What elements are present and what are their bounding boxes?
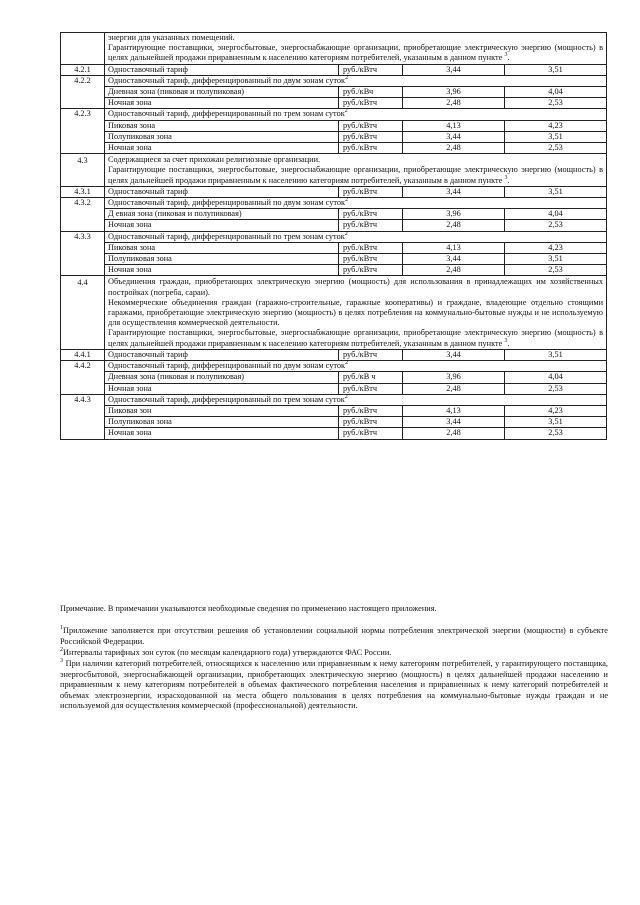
category-description — [105, 276, 607, 349]
table-row — [61, 383, 607, 394]
footnote-ref: 3 — [504, 337, 508, 344]
table-row — [61, 231, 607, 242]
tariff-label: Полупиковая зона — [105, 417, 339, 428]
description-paragraph: Некоммерческие объединения граждан (гаражно-строительные, гаражные кооперативы) и граждане, владеющие отдельно стоящими гаражами, приобретающие электрическую энергию (мощность) в целях потребления на коммунально-бытовые нужды и не используемую для осуществления коммерческой деятельности. — [108, 297, 604, 328]
row-number: 4.3.1 — [61, 186, 105, 197]
tariff-table — [60, 32, 607, 440]
table-row — [61, 372, 607, 383]
tariff-label: Ночная зона — [105, 143, 339, 154]
tariff-label: Одноставочный тариф, дифференцированный по трем зонам суток$^2$ — [105, 394, 607, 405]
unit-cell: руб./кВтч — [339, 254, 403, 265]
description-paragraph: Гарантирующие поставщики, энергосбытовые, энергоснабжающие организации, приобретающие электрическую энергию (мощность) в целях дальнейшей продажи приравненным к населению категориям потребителей, указанным в данном пункте $^3$. — [108, 165, 604, 185]
table-row — [61, 417, 607, 428]
table-row — [61, 220, 607, 231]
unit-cell: руб./кВтч — [339, 265, 403, 276]
row-number: 4.2.2 — [61, 75, 105, 109]
table-row — [61, 405, 607, 416]
value-period-1: 4,13 — [403, 120, 505, 131]
value-period-1: 3,44 — [403, 64, 505, 75]
footnote-1: $^1$Приложение заполняется при отсутствии решения об установлении социальной нормы потребления электрической энергии (мощности) в субъекте Российской Федерации. — [60, 625, 608, 646]
section-4-4-rows — [61, 349, 607, 439]
value-period-1: 2,48 — [403, 265, 505, 276]
value-period-2: 4,23 — [505, 242, 607, 253]
value-period-1: 3,96 — [403, 209, 505, 220]
tariff-label: Ночная зона — [105, 265, 339, 276]
value-period-2: 3,51 — [505, 417, 607, 428]
value-period-1: 2,48 — [403, 428, 505, 439]
value-period-1: 3,44 — [403, 131, 505, 142]
value-period-2: 2,53 — [505, 143, 607, 154]
value-period-2: 2,53 — [505, 265, 607, 276]
value-period-2: 4,04 — [505, 87, 607, 98]
footnote-ref: 3 — [504, 174, 508, 181]
category-description — [105, 33, 607, 65]
value-period-1: 2,48 — [403, 220, 505, 231]
unit-cell: руб./кВтч — [339, 131, 403, 142]
footnote-ref: 2 — [345, 360, 349, 367]
row-number: 4.4 — [61, 276, 105, 349]
unit-cell: руб./кВтч — [339, 186, 403, 197]
tariff-label: Одноставочный тариф, дифференцированный по трем зонам суток$^2$ — [105, 109, 607, 120]
unit-cell: руб./кВтч — [339, 120, 403, 131]
description-paragraph: Гарантирующие поставщики, энергосбытовые, энергоснабжающие организации, приобретающие электрическую энергию (мощность) в целях дальнейшей продажи приравненным к населению категориям потребителей, указанным в данном пункте $^3$. — [108, 328, 604, 348]
tariff-label: Полупиковая зона — [105, 131, 339, 142]
value-period-1: 3,96 — [403, 372, 505, 383]
tariff-label: Одноставочный тариф, дифференцированный по двум зонам суток$^2$ — [105, 75, 607, 86]
section-4-3-rows — [61, 186, 607, 276]
value-period-1: 3,44 — [403, 417, 505, 428]
tariff-label: Одноставочный тариф, дифференцированный по трем зонам суток$^2$ — [105, 231, 607, 242]
value-period-2: 3,51 — [505, 254, 607, 265]
value-period-1: 4,13 — [403, 242, 505, 253]
unit-cell: руб./кВтч — [339, 405, 403, 416]
table-row — [61, 186, 607, 197]
value-period-2: 2,53 — [505, 383, 607, 394]
table-row — [61, 98, 607, 109]
tariff-label: Одноставочный тариф — [105, 186, 339, 197]
row-number: 4.3.3 — [61, 231, 105, 276]
tariff-label: Дневная зона (пиковая и полупиковая) — [105, 87, 339, 98]
row-number: 4.4.3 — [61, 394, 105, 439]
row-number: 4.3.2 — [61, 198, 105, 232]
table-row — [61, 131, 607, 142]
unit-cell: руб./кВтч — [339, 209, 403, 220]
footnote-ref: 2 — [345, 75, 349, 82]
remark-note: Примечание. В примечании указываются необходимые сведения по применению настоящего приложения. — [60, 604, 437, 613]
description-line: энергии для указанных помещений. — [108, 33, 235, 42]
description-paragraph: Гарантирующие поставщики, энергосбытовые, энергоснабжающие организации, приобретающие электрическую энергию (мощность) в целях дальнейшей продажи приравненным к населению категориям потребителей, указанным в данном пункте $^3$. — [108, 43, 604, 63]
unit-cell: руб./кВтч — [339, 383, 403, 394]
footnote-2: $^2$Интервалы тарифных зон суток (по месяцам календарного года) утверждаются ФАС России. — [60, 647, 392, 657]
tariff-label: Дневная зона (пиковая и полупиковая) — [105, 372, 339, 383]
value-period-2: 2,53 — [505, 220, 607, 231]
row-number: 4.2.1 — [61, 64, 105, 75]
category-description — [105, 154, 607, 187]
unit-cell: руб./кВтч — [339, 428, 403, 439]
table-row — [61, 394, 607, 405]
table-row — [61, 87, 607, 98]
value-period-1: 3,96 — [403, 87, 505, 98]
value-period-2: 4,04 — [505, 209, 607, 220]
tariff-label: Пиковая зона — [105, 242, 339, 253]
table-row — [61, 154, 607, 187]
value-period-2: 2,53 — [505, 98, 607, 109]
value-period-2: 3,51 — [505, 186, 607, 197]
table-row — [61, 120, 607, 131]
footnote-ref: 2 — [345, 197, 349, 204]
table-row — [61, 265, 607, 276]
table-row — [61, 64, 607, 75]
tariff-label: Пиковая зон — [105, 405, 339, 416]
tariff-label: Одноставочный тариф — [105, 349, 339, 360]
table-row — [61, 276, 607, 349]
unit-cell: руб./кВтч — [339, 64, 403, 75]
tariff-label: Одноставочный тариф, дифференцированный по двум зонам суток$^2$ — [105, 198, 607, 209]
value-period-2: 4,23 — [505, 120, 607, 131]
footnote-ref: 2 — [344, 230, 348, 237]
unit-cell: руб./кВтч — [339, 98, 403, 109]
table-row — [61, 428, 607, 439]
unit-cell: руб./кВч — [339, 87, 403, 98]
tariff-label: Ночная зона — [105, 428, 339, 439]
description-line: Содержащиеся за счет прихожан религиозные организации. — [108, 155, 321, 165]
table-row — [61, 198, 607, 209]
unit-cell: руб./кВтч — [339, 220, 403, 231]
unit-cell: руб./кВтч — [339, 143, 403, 154]
value-period-1: 4,13 — [403, 405, 505, 416]
value-period-1: 3,44 — [403, 254, 505, 265]
footnote-ref: 2 — [344, 393, 348, 400]
row-number: 4.4.2 — [61, 361, 105, 395]
value-period-2: 2,53 — [505, 428, 607, 439]
table-row — [61, 33, 607, 65]
footnote-ref: 2 — [344, 108, 348, 115]
row-number: 4.4.1 — [61, 349, 105, 360]
tariff-label: Одноставочный тариф, дифференцированный по двум зонам суток$^2$ — [105, 361, 607, 372]
footnote-3: $^3$ При наличии категорий потребителей, относящихся к населению или приравненным к нему категориям потребителей, у гарантирующего поставщика, энергосбытовой, энергоснабжающей организации, приобретающих электрическую энергию (мощность) в целях дальнейшей продажи населению и приравненным к нему категориям потребителей в объемах фактического потребления населения и приравненных к нему категорий потребителей и объемах электроэнергии, израсходованной на места общего пользования в целях потребления на коммунально-бытовые нужды граждан и не используемой для осуществления коммерческой (профессиональной) деятельности. — [60, 658, 608, 711]
value-period-2: 3,51 — [505, 131, 607, 142]
table-row — [61, 109, 607, 120]
table-row — [61, 242, 607, 253]
unit-cell: руб./кВтч — [339, 242, 403, 253]
table-row — [61, 361, 607, 372]
value-period-1: 3,44 — [403, 186, 505, 197]
table-row — [61, 75, 607, 86]
unit-cell: руб./кВ ч — [339, 372, 403, 383]
tariff-label: Ночная зона — [105, 383, 339, 394]
table-row — [61, 209, 607, 220]
description-paragraph: Объединения граждан, приобретающих электрическую энергию (мощность) для использования в принадлежащих им хозяйственных постройках (погреба, сараи). — [108, 277, 604, 297]
value-period-2: 3,51 — [505, 349, 607, 360]
table-row — [61, 349, 607, 360]
row-number: 4.3 — [61, 154, 105, 187]
value-period-1: 2,48 — [403, 98, 505, 109]
footnote-ref: 3 — [504, 52, 508, 59]
value-period-2: 4,04 — [505, 372, 607, 383]
unit-cell: руб./кВтч — [339, 349, 403, 360]
tariff-label: Одноставочный тариф — [105, 64, 339, 75]
section-4-2-rows — [61, 64, 607, 154]
value-period-1: 2,48 — [403, 143, 505, 154]
value-period-1: 3,44 — [403, 349, 505, 360]
unit-cell: руб./кВтч — [339, 417, 403, 428]
tariff-label: Ночная зона — [105, 220, 339, 231]
tariff-label: Ночная зона — [105, 98, 339, 109]
value-period-1: 2,48 — [403, 383, 505, 394]
value-period-2: 4,23 — [505, 405, 607, 416]
table-row — [61, 143, 607, 154]
table-row — [61, 254, 607, 265]
tariff-label: Полупиковая зона — [105, 254, 339, 265]
tariff-label: Д евная зона (пиковая и полупиковая) — [105, 209, 339, 220]
row-number: 4.2.3 — [61, 109, 105, 154]
value-period-2: 3,51 — [505, 64, 607, 75]
tariff-label: Пиковая зона — [105, 120, 339, 131]
